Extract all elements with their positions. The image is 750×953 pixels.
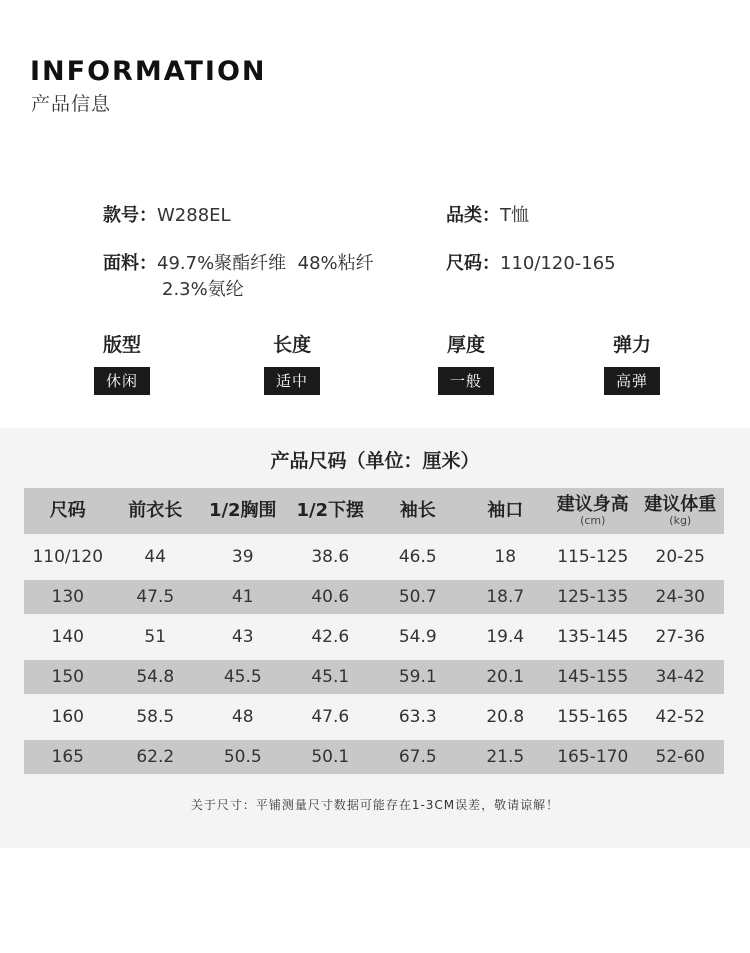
attribute-label: 厚度 <box>446 334 485 356</box>
table-cell: 150 <box>24 660 112 694</box>
style-no-label: 款号： <box>103 205 157 226</box>
table-cell: 58.5 <box>112 694 200 740</box>
table-cell: 63.3 <box>374 694 462 740</box>
table-cell: 40.6 <box>287 580 375 614</box>
attribute-elasticity <box>572 330 692 395</box>
table-row <box>24 660 724 694</box>
table-cell: 140 <box>24 614 112 660</box>
table-cell: 62.2 <box>112 740 200 774</box>
table-cell: 18.7 <box>462 580 550 614</box>
size-label: 尺码： <box>446 253 500 274</box>
table-cell: 160 <box>24 694 112 740</box>
table-cell: 24-30 <box>637 580 725 614</box>
table-cell: 18 <box>462 534 550 580</box>
table-cell: 41 <box>199 580 287 614</box>
table-cell: 19.4 <box>462 614 550 660</box>
info-category <box>446 201 529 227</box>
header-unit: (kg) <box>669 514 692 527</box>
size-table <box>24 488 724 774</box>
header-cell: 袖口 <box>462 488 550 534</box>
header-cell: 建议体重 (kg) <box>637 488 725 534</box>
table-cell: 20.1 <box>462 660 550 694</box>
table-cell: 46.5 <box>374 534 462 580</box>
table-row <box>24 614 724 660</box>
table-header-row <box>24 488 724 534</box>
table-cell: 39 <box>199 534 287 580</box>
table-row <box>24 580 724 614</box>
table-cell: 135-145 <box>549 614 637 660</box>
table-cell: 38.6 <box>287 534 375 580</box>
header-cell: 袖长 <box>374 488 462 534</box>
table-cell: 67.5 <box>374 740 462 774</box>
attribute-tag: 高弹 <box>604 367 660 395</box>
table-cell: 165 <box>24 740 112 774</box>
table-cell: 51 <box>112 614 200 660</box>
table-cell: 59.1 <box>374 660 462 694</box>
table-cell: 42-52 <box>637 694 725 740</box>
table-cell: 130 <box>24 580 112 614</box>
table-cell: 44 <box>112 534 200 580</box>
attribute-label: 长度 <box>272 334 311 356</box>
table-cell: 145-155 <box>549 660 637 694</box>
style-no-value: W288EL <box>157 205 231 226</box>
fabric-line1: 49.7%聚酯纤维 48%粘纤 <box>157 253 374 274</box>
table-row <box>24 694 724 740</box>
table-cell: 27-36 <box>637 614 725 660</box>
attribute-thickness <box>406 330 526 395</box>
table-cell: 42.6 <box>287 614 375 660</box>
size-value: 110/120-165 <box>500 253 616 274</box>
info-size <box>446 249 616 275</box>
header-cell: 前衣长 <box>112 488 200 534</box>
table-cell: 34-42 <box>637 660 725 694</box>
table-cell: 54.8 <box>112 660 200 694</box>
table-cell: 54.9 <box>374 614 462 660</box>
table-cell: 155-165 <box>549 694 637 740</box>
table-cell: 125-135 <box>549 580 637 614</box>
attribute-length <box>232 330 352 395</box>
size-footnote: 关于尺寸：平铺测量尺寸数据可能存在1-3CM误差，敬请谅解！ <box>190 798 560 812</box>
info-style-no <box>103 201 231 227</box>
table-cell: 45.1 <box>287 660 375 694</box>
attribute-label: 弹力 <box>612 334 651 356</box>
page-subtitle: 产品信息 <box>31 93 112 115</box>
attribute-label: 版型 <box>102 334 141 356</box>
fabric-label: 面料： <box>103 253 157 274</box>
table-cell: 47.5 <box>112 580 200 614</box>
table-cell: 43 <box>199 614 287 660</box>
table-cell: 48 <box>199 694 287 740</box>
header-cell: 建议身高 (cm) <box>549 488 637 534</box>
info-fabric <box>103 249 374 275</box>
table-cell: 165-170 <box>549 740 637 774</box>
table-cell: 20-25 <box>637 534 725 580</box>
table-cell: 50.7 <box>374 580 462 614</box>
table-cell: 45.5 <box>199 660 287 694</box>
table-cell: 50.5 <box>199 740 287 774</box>
attribute-tag: 一般 <box>438 367 494 395</box>
size-chart-panel <box>0 428 750 848</box>
attribute-tag: 休闲 <box>94 367 150 395</box>
page-title: INFORMATION <box>30 56 267 87</box>
category-label: 品类： <box>446 205 500 226</box>
table-cell: 115-125 <box>549 534 637 580</box>
attribute-tag: 适中 <box>264 367 320 395</box>
category-value: T恤 <box>500 205 529 226</box>
header-cell: 尺码 <box>24 488 112 534</box>
table-cell: 50.1 <box>287 740 375 774</box>
header-cell: 1/2胸围 <box>199 488 287 534</box>
header-unit: (cm) <box>580 514 606 527</box>
table-cell: 20.8 <box>462 694 550 740</box>
table-cell: 47.6 <box>287 694 375 740</box>
attribute-fit <box>62 330 182 395</box>
table-cell: 21.5 <box>462 740 550 774</box>
table-row <box>24 534 724 580</box>
size-chart-title: 产品尺码（单位：厘米） <box>270 450 480 472</box>
fabric-line2: 2.3%氨纶 <box>162 279 244 300</box>
header-cell: 1/2下摆 <box>287 488 375 534</box>
table-cell: 52-60 <box>637 740 725 774</box>
table-cell: 110/120 <box>24 534 112 580</box>
table-row <box>24 740 724 774</box>
